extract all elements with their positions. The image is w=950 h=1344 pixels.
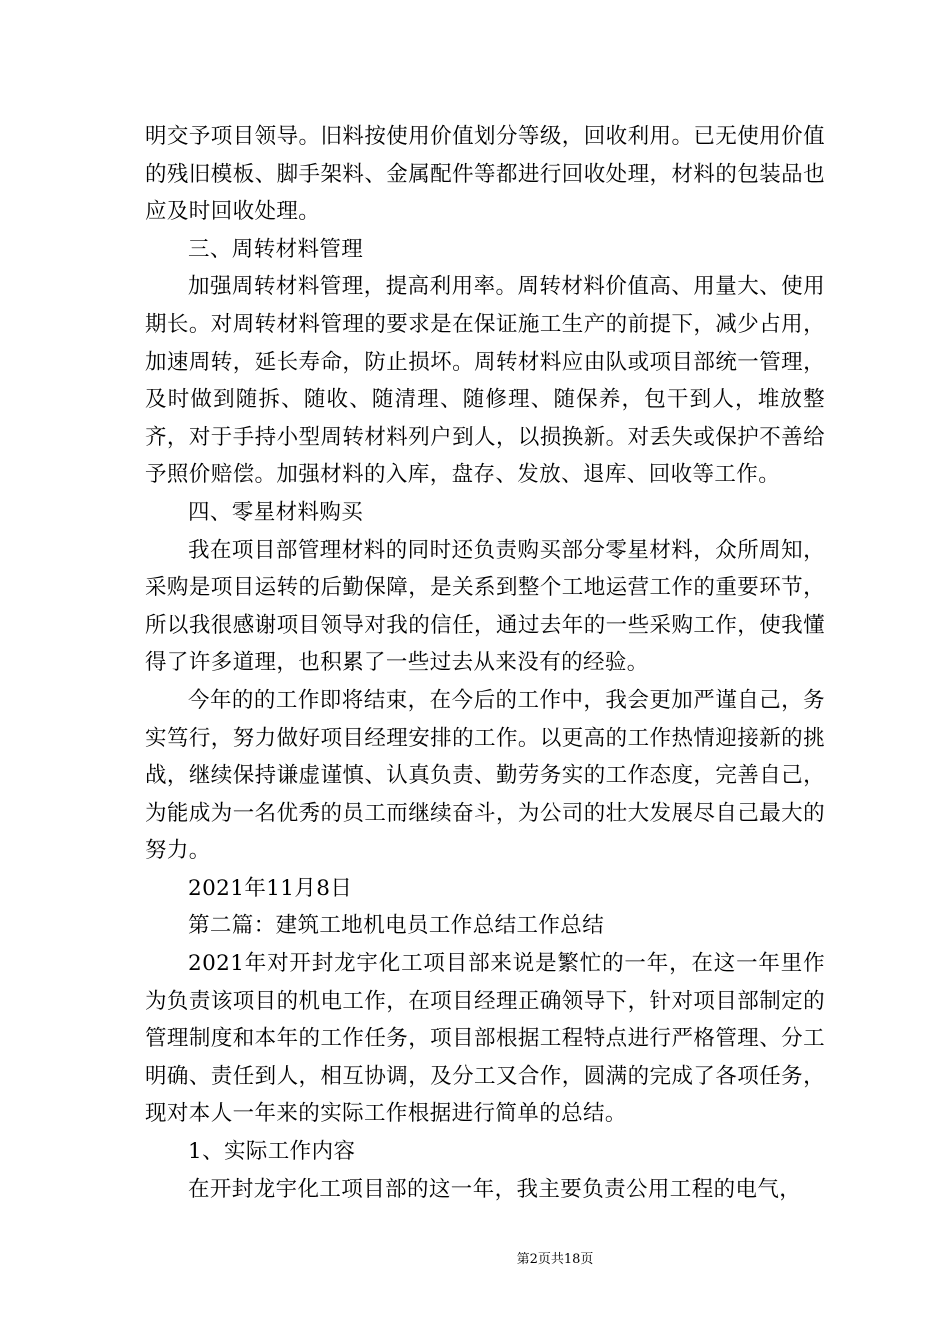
paragraph-conclusion: 今年的的工作即将结束，在今后的工作中，我会更加严谨自己，务实笃行，努力做好项目经理安排的工作。以更高的工作热情迎接新的挑战，继续保持谦虚谨慎、认真负责、勤劳务实的工作态度，完善自己，为能成为一名优秀的员工而继续奋斗，为公司的壮大发展尽自己最大的努力。	[145, 687, 825, 864]
date-line: 2021年11月8日	[188, 875, 353, 901]
document-body	[145, 118, 825, 1208]
paragraph-continued: 明交予项目领导。旧料按使用价值划分等级，回收利用。已无使用价值的残旧模板、脚手架料、金属配件等都进行回收处理，材料的包装品也应及时回收处理。	[145, 124, 825, 225]
paragraph-work-content: 在开封龙宇化工项目部的这一年，我主要负责公用工程的电气，	[188, 1176, 802, 1202]
section-heading-3: 三、周转材料管理	[188, 236, 364, 262]
article-title: 第二篇：建筑工地机电员工作总结工作总结	[188, 913, 605, 939]
section-heading-4: 四、零星材料购买	[188, 499, 364, 525]
paragraph-turnover-materials: 加强周转材料管理，提高利用率。周转材料价值高、用量大、使用期长。对周转材料管理的要求是在保证施工生产的前提下，减少占用，加速周转，延长寿命，防止损坏。周转材料应由队或项目部统一管理，及时做到随拆、随收、随清理、随修理、随保养，包干到人，堆放整齐，对于手持小型周转材料列户到人，以损换新。对丢失或保护不善给予照价赔偿。加强材料的入库，盘存、发放、退库、回收等工作。	[145, 274, 825, 488]
subsection-heading-1: 1、实际工作内容	[188, 1139, 356, 1165]
paragraph-intro: 2021年对开封龙宇化工项目部来说是繁忙的一年，在这一年里作为负责该项目的机电工作，在项目经理正确领导下，针对项目部制定的管理制度和本年的工作任务，项目部根据工程特点进行严格管理、分工明确、责任到人，相互协调，及分工又合作，圆满的完成了各项任务，现对本人一年来的实际工作根据进行简单的总结。	[145, 951, 825, 1127]
paragraph-purchasing: 我在项目部管理材料的同时还负责购买部分零星材料，众所周知，采购是项目运转的后勤保障，是关系到整个工地运营工作的重要环节，所以我很感谢项目领导对我的信任，通过去年的一些采购工作，使我懂得了许多道理，也积累了一些过去从来没有的经验。	[145, 537, 825, 676]
page-number: 第2页共18页	[516, 1252, 594, 1267]
